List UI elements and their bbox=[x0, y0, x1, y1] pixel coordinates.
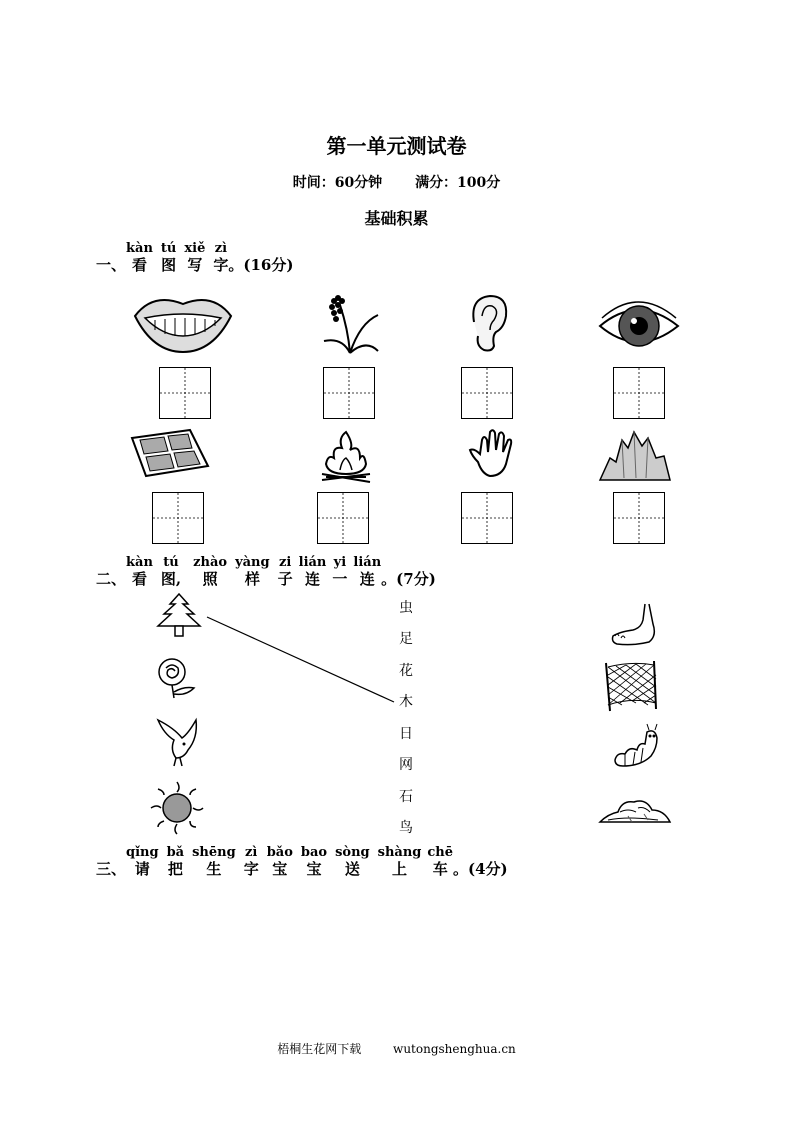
ruby-char: zi 子 bbox=[277, 555, 293, 588]
time-limit: 时间：60分钟 bbox=[292, 175, 383, 191]
ruby-char: zhào 照 bbox=[193, 555, 228, 588]
ruby-char: zì 字 bbox=[213, 241, 229, 274]
ruby-char: yàng 样 bbox=[235, 555, 270, 588]
ruby-char: xiě 写 bbox=[184, 241, 206, 274]
foot-icon bbox=[609, 602, 665, 648]
rock-icon bbox=[598, 788, 672, 826]
word-item[interactable]: 虫 bbox=[399, 600, 413, 616]
question-score: 。(16分) bbox=[228, 256, 294, 274]
section-title: 基础积累 bbox=[364, 209, 429, 228]
ruby-char: chē 车 bbox=[427, 845, 454, 878]
net-icon bbox=[602, 657, 660, 713]
ruby-char: kàn 看 bbox=[126, 555, 153, 588]
ruby-char: qǐng 请 bbox=[126, 845, 159, 878]
word-item[interactable]: 足 bbox=[399, 631, 413, 647]
ruby-char: bǎo 宝 bbox=[266, 845, 293, 878]
page-title: 第一单元测试卷 bbox=[326, 134, 467, 158]
ruby-char: lián 连 bbox=[298, 555, 327, 588]
word-item[interactable]: 日 bbox=[399, 726, 413, 742]
word-item[interactable]: 网 bbox=[399, 757, 413, 773]
full-score: 满分：100分 bbox=[415, 175, 501, 191]
question-number: 二、 bbox=[96, 570, 127, 588]
word-item[interactable]: 木 bbox=[399, 694, 413, 710]
footer bbox=[0, 1040, 793, 1057]
ruby-char: bǎ 把 bbox=[166, 845, 185, 878]
ruby-char: tú 图, bbox=[160, 555, 182, 588]
footer-url[interactable]: wutongshenghua.cn bbox=[393, 1042, 516, 1056]
question-3-heading bbox=[96, 846, 508, 878]
ruby-char: kàn 看 bbox=[126, 241, 153, 274]
question-score: 。(7分) bbox=[381, 570, 436, 588]
question-number: 三、 bbox=[96, 860, 127, 878]
word-item[interactable]: 花 bbox=[399, 663, 413, 679]
ruby-char: shàng 上 bbox=[377, 845, 422, 878]
ruby-char: sòng 送 bbox=[335, 845, 370, 878]
ruby-char: shēng 生 bbox=[192, 845, 236, 878]
question-number: 一、 bbox=[96, 256, 127, 274]
ruby-char: bao 宝 bbox=[300, 845, 328, 878]
ruby-char: zì 字 bbox=[243, 845, 259, 878]
worm-icon bbox=[611, 722, 661, 770]
question-score: 。(4分) bbox=[453, 860, 508, 878]
ruby-char: tú 图 bbox=[160, 241, 177, 274]
ruby-char: lián 连 bbox=[353, 555, 382, 588]
ruby-char: yi 一 bbox=[332, 555, 348, 588]
word-item[interactable]: 石 bbox=[399, 789, 413, 805]
word-item[interactable]: 鸟 bbox=[399, 820, 413, 836]
footer-site-name: 梧桐生花网下载 bbox=[277, 1042, 362, 1056]
